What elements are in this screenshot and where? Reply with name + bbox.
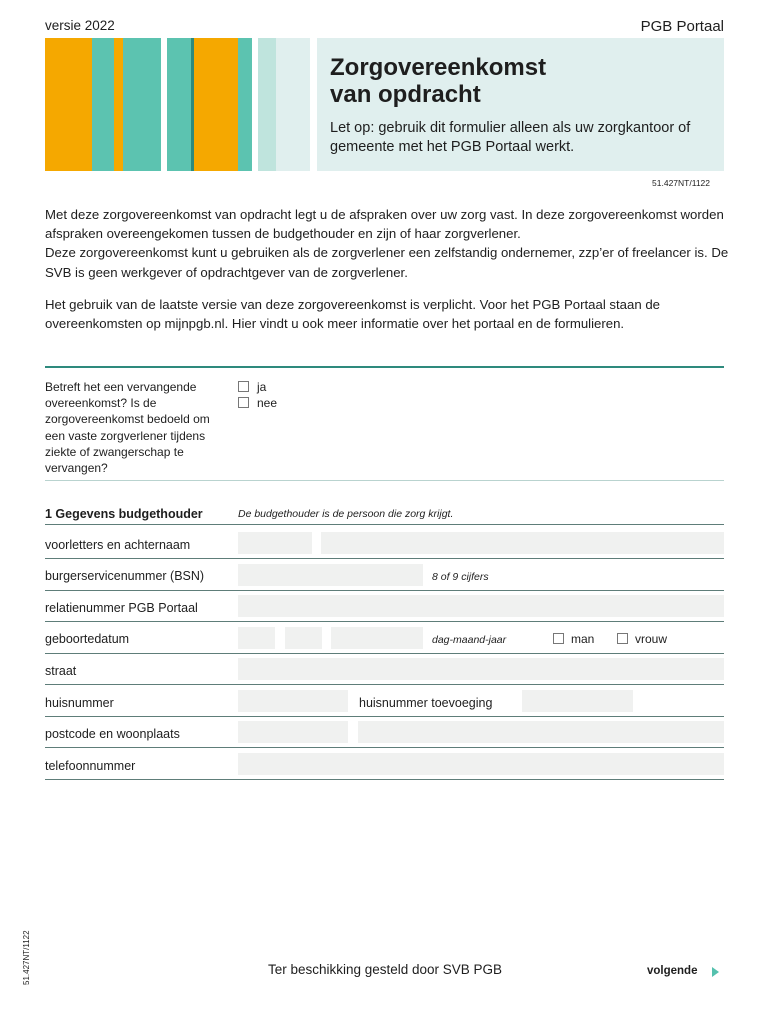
no-label: nee — [257, 396, 278, 410]
portal-label: PGB Portaal — [640, 18, 724, 35]
phone-label: telefoonnummer — [45, 759, 136, 773]
title-line-1: Zorgovereenkomst — [330, 54, 547, 81]
house-addition-label: huisnummer toevoeging — [359, 696, 493, 710]
next-link[interactable]: volgende — [647, 965, 698, 977]
intro-text — [45, 205, 730, 333]
stripe-orange-3 — [194, 38, 238, 171]
gender-female-label: vrouw — [635, 632, 668, 646]
street-input[interactable] — [238, 658, 724, 680]
no-checkbox[interactable] — [238, 397, 249, 408]
yes-label: ja — [257, 380, 267, 394]
row-divider — [45, 653, 724, 654]
bsn-hint: 8 of 9 cijfers — [432, 571, 489, 583]
row-divider — [45, 621, 724, 622]
page-title — [330, 54, 710, 108]
side-form-code: 51.427NT/1122 — [22, 930, 31, 985]
bsn-label: burgerservicenummer (BSN) — [45, 569, 205, 583]
row-divider — [45, 684, 724, 685]
postcode-input[interactable] — [238, 721, 348, 743]
stripe-teal-3 — [167, 38, 191, 171]
house-addition-input[interactable] — [522, 690, 633, 712]
stripe-pale-1 — [276, 38, 310, 171]
name-label: voorletters en achternaam — [45, 538, 191, 552]
stripe-teal-4 — [238, 38, 252, 171]
stripe-teal-1 — [92, 38, 114, 171]
footer-text: Ter beschikking gesteld door SVB PGB — [267, 962, 503, 977]
section-1-title: 1 Gegevens budgethouder — [45, 507, 203, 521]
relation-number-input[interactable] — [238, 595, 724, 617]
gender-male-checkbox[interactable] — [553, 633, 564, 644]
stripe-teal-2 — [123, 38, 161, 171]
section-1-note: De budgethouder is de persoon die zorg krijgt. — [238, 508, 454, 520]
question-divider — [45, 480, 724, 481]
row-divider — [45, 558, 724, 559]
phone-input[interactable] — [238, 753, 724, 775]
intro-paragraph-3: Het gebruik van de laatste versie van deze zorgovereenkomst is verplicht. Voor het PGB Portaal staan de overeenkomsten op mijnpgb.nl. Hier vindt u ook meer informatie over het portaal en de formulieren. — [45, 296, 661, 332]
yes-checkbox[interactable] — [238, 381, 249, 392]
birth-date-hint: dag-maand-jaar — [432, 634, 507, 646]
city-input[interactable] — [358, 721, 724, 743]
stripe-orange-1 — [45, 38, 92, 171]
row-divider — [45, 747, 724, 748]
form-code: 51.427NT/1122 — [652, 178, 710, 188]
usage-note: Let op: gebruik dit formulier alleen als uw zorgkantoor of gemeente met het PGB Portaal werkt. — [330, 120, 691, 155]
stripe-light-1 — [258, 38, 276, 171]
birth-day-input[interactable] — [238, 627, 275, 649]
intro-paragraph-1: Met deze zorgovereenkomst van opdracht legt u de afspraken over uw zorg vast. In deze zorgovereenkomst worden afspraken overeengekomen tussen de budgethouder en zijn of haar zorgverlener. — [45, 207, 724, 242]
birth-date-label: geboortedatum — [45, 632, 130, 646]
section-divider — [45, 366, 724, 368]
relation-number-label: relatienummer PGB Portaal — [45, 601, 198, 615]
stripe-orange-2 — [114, 38, 123, 171]
initials-input[interactable] — [238, 532, 312, 554]
birth-year-input[interactable] — [331, 627, 423, 649]
postal-city-label: postcode en woonplaats — [45, 727, 180, 741]
replacement-question: Betreft het een vervangende overeenkomst? Is de zorgovereenkomst bedoeld om een vaste zorgverlener tijdens ziekte of zwangerschap te vervangen? — [45, 380, 210, 476]
gender-female-checkbox[interactable] — [617, 633, 628, 644]
row-divider — [45, 716, 724, 717]
title-line-2: van opdracht — [330, 81, 481, 108]
row-divider — [45, 590, 724, 591]
version-label: versie 2022 — [45, 18, 115, 33]
street-label: straat — [45, 664, 77, 678]
house-number-input[interactable] — [238, 690, 348, 712]
intro-paragraph-2: Deze zorgovereenkomst kunt u gebruiken als de zorgverlener een zelfstandig ondernemer, zzp’er of freelancer is. De SVB is geen werkgever of opdrachtgever van de zorgverlener. — [45, 245, 729, 280]
next-arrow-icon[interactable] — [712, 967, 719, 977]
row-divider — [45, 779, 724, 780]
gender-male-label: man — [571, 632, 595, 646]
bsn-input[interactable] — [238, 564, 423, 586]
birth-month-input[interactable] — [285, 627, 322, 649]
surname-input[interactable] — [321, 532, 724, 554]
row-divider — [45, 524, 724, 525]
house-number-label: huisnummer — [45, 696, 114, 710]
